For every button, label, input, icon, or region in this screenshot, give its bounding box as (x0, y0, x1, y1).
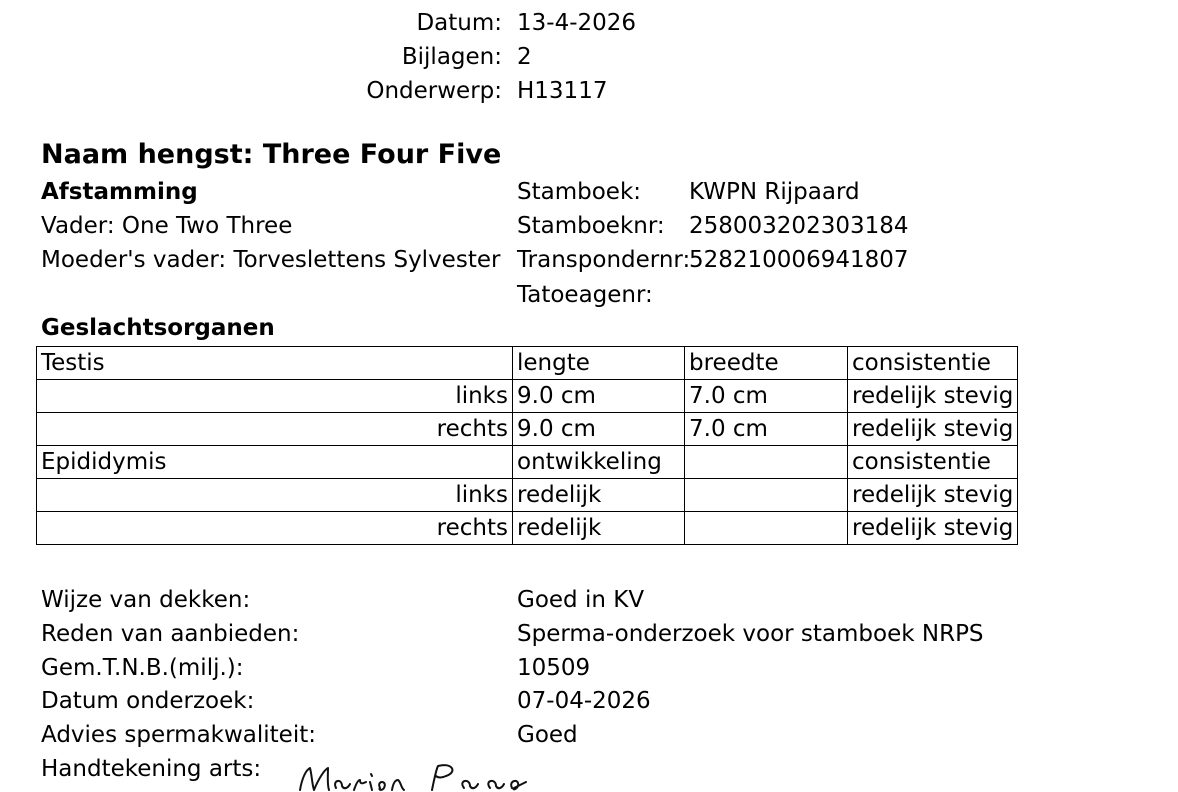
table-row (37, 347, 1018, 380)
table-cell: rechts (37, 413, 513, 446)
studbook-value: KWPN Rijpaard (689, 179, 860, 205)
table-cell: rechts (37, 512, 513, 545)
table-cell: redelijk stevig (848, 479, 1018, 512)
signature-image (296, 760, 556, 792)
tattoo-label: Tatoeagenr: (517, 282, 653, 308)
transponder-value: 528210006941807 (689, 247, 909, 273)
table-cell: ontwikkeling (513, 446, 685, 479)
stallion-name-title: Naam hengst: Three Four Five (41, 139, 502, 170)
date-value: 13-4-2026 (517, 10, 637, 36)
signature-label: Handtekening arts: (41, 756, 262, 782)
reason-value: Sperma-onderzoek voor stamboek NRPS (517, 621, 984, 647)
mating-method-label: Wijze van dekken: (41, 587, 251, 613)
table-cell: links (37, 479, 513, 512)
table-cell: links (37, 380, 513, 413)
quality-advice-value: Goed (517, 722, 578, 748)
table-cell: redelijk stevig (848, 380, 1018, 413)
subject-label: Onderwerp: (366, 78, 502, 104)
table-cell (685, 446, 848, 479)
exam-date-value: 07-04-2026 (517, 688, 651, 714)
table-row (37, 413, 1018, 446)
table-cell: redelijk stevig (848, 413, 1018, 446)
organs-heading: Geslachtsorganen (41, 315, 275, 341)
attachments-label: Bijlagen: (401, 44, 502, 70)
dam-sire-text: Moeder's vader: Torveslettens Sylvester (41, 247, 501, 273)
lineage-heading: Afstamming (41, 179, 198, 205)
table-cell: lengte (513, 347, 685, 380)
table-cell (685, 512, 848, 545)
table-row (37, 380, 1018, 413)
table-cell: 7.0 cm (685, 413, 848, 446)
avg-count-value: 10509 (517, 655, 591, 681)
table-cell: consistentie (848, 347, 1018, 380)
table-cell: breedte (685, 347, 848, 380)
organs-table (36, 346, 1018, 545)
table-row (37, 479, 1018, 512)
table-cell: 7.0 cm (685, 380, 848, 413)
table-cell: 9.0 cm (513, 413, 685, 446)
table-cell: Epididymis (37, 446, 513, 479)
sire-text: Vader: One Two Three (41, 213, 293, 239)
table-row (37, 512, 1018, 545)
exam-date-label: Datum onderzoek: (41, 688, 255, 714)
mating-method-value: Goed in KV (517, 587, 645, 613)
subject-value: H13117 (517, 78, 608, 104)
date-label: Datum: (416, 10, 502, 36)
table-row (37, 446, 1018, 479)
quality-advice-label: Advies spermakwaliteit: (41, 722, 316, 748)
table-cell (685, 479, 848, 512)
table-cell: Testis (37, 347, 513, 380)
avg-count-label: Gem.T.N.B.(milj.): (41, 655, 244, 681)
reason-label: Reden van aanbieden: (41, 621, 300, 647)
studbook-label: Stamboek: (517, 179, 642, 205)
studbook-number-value: 258003202303184 (689, 213, 909, 239)
table-cell: redelijk (513, 512, 685, 545)
studbook-number-label: Stamboeknr: (517, 213, 665, 239)
attachments-value: 2 (517, 44, 532, 70)
table-cell: consistentie (848, 446, 1018, 479)
table-cell: 9.0 cm (513, 380, 685, 413)
table-cell: redelijk (513, 479, 685, 512)
table-cell: redelijk stevig (848, 512, 1018, 545)
transponder-label: Transpondernr: (517, 247, 691, 273)
